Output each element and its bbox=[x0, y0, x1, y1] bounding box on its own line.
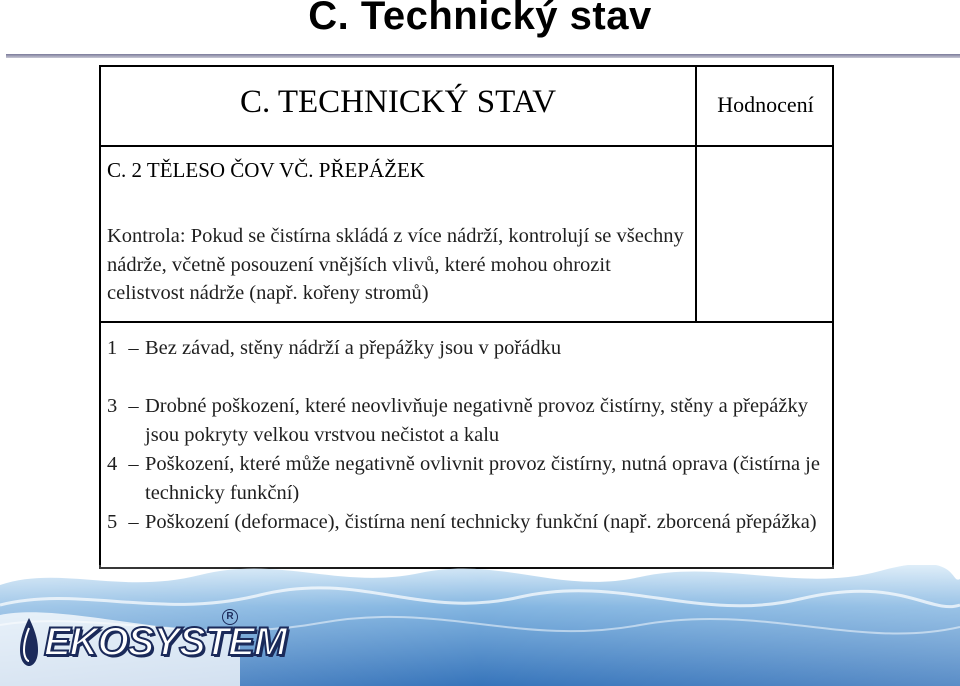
table-header-rating: Hodnocení bbox=[717, 92, 814, 117]
rating-text: Bez závad, stěny nádrží a přepážky jsou v pořádku bbox=[145, 337, 562, 359]
rating-number: 4 bbox=[107, 453, 118, 475]
rating-text: Drobné poškození, které neovlivňuje negativně provoz čistírny, stěny a přepážky jsou pokryty velkou vrstvou nečistot a kalu bbox=[145, 395, 808, 446]
rating-number: 5 bbox=[107, 511, 118, 533]
table-header-divider bbox=[99, 145, 697, 147]
water-drop-icon bbox=[18, 616, 40, 668]
table-body-divider bbox=[99, 321, 834, 323]
logo-wordmark: EKOSYSTEM bbox=[44, 619, 287, 664]
rating-dash: – bbox=[128, 337, 139, 359]
section-heading: C. 2 TĚLESO ČOV VČ. PŘEPÁŽEK bbox=[107, 158, 425, 182]
rating-dash: – bbox=[128, 511, 139, 533]
rating-item-1 bbox=[107, 334, 827, 363]
registered-mark-icon: R bbox=[222, 609, 238, 625]
rating-dash: – bbox=[128, 395, 139, 417]
table-header-title: C. TECHNICKÝ STAV bbox=[239, 84, 557, 120]
rating-number: 1 bbox=[107, 337, 118, 359]
slide-title: C. Technický stav bbox=[308, 0, 652, 38]
rating-item-4 bbox=[107, 450, 827, 508]
control-description: Kontrola: Pokud se čistírna skládá z více nádrží, kontrolují se všechny nádrže, včetně posouzení vnějších vlivů, které mohou ohrozit celistvost nádrže (např. kořeny stromů) bbox=[107, 225, 684, 304]
ekosystem-logo bbox=[18, 616, 286, 668]
rating-list bbox=[107, 334, 827, 537]
rating-item-5 bbox=[107, 508, 827, 537]
rating-dash: – bbox=[128, 453, 139, 475]
rating-item-3 bbox=[107, 392, 827, 450]
rating-header-divider bbox=[695, 145, 834, 147]
rating-text: Poškození (deformace), čistírna není technicky funkční (např. zborcená přepážka) bbox=[145, 511, 817, 533]
title-underline bbox=[6, 54, 960, 58]
rating-number: 3 bbox=[107, 395, 118, 417]
rating-text: Poškození, které může negativně ovlivnit provoz čistírny, nutná oprava (čistírna je technicky funkční) bbox=[145, 453, 820, 504]
